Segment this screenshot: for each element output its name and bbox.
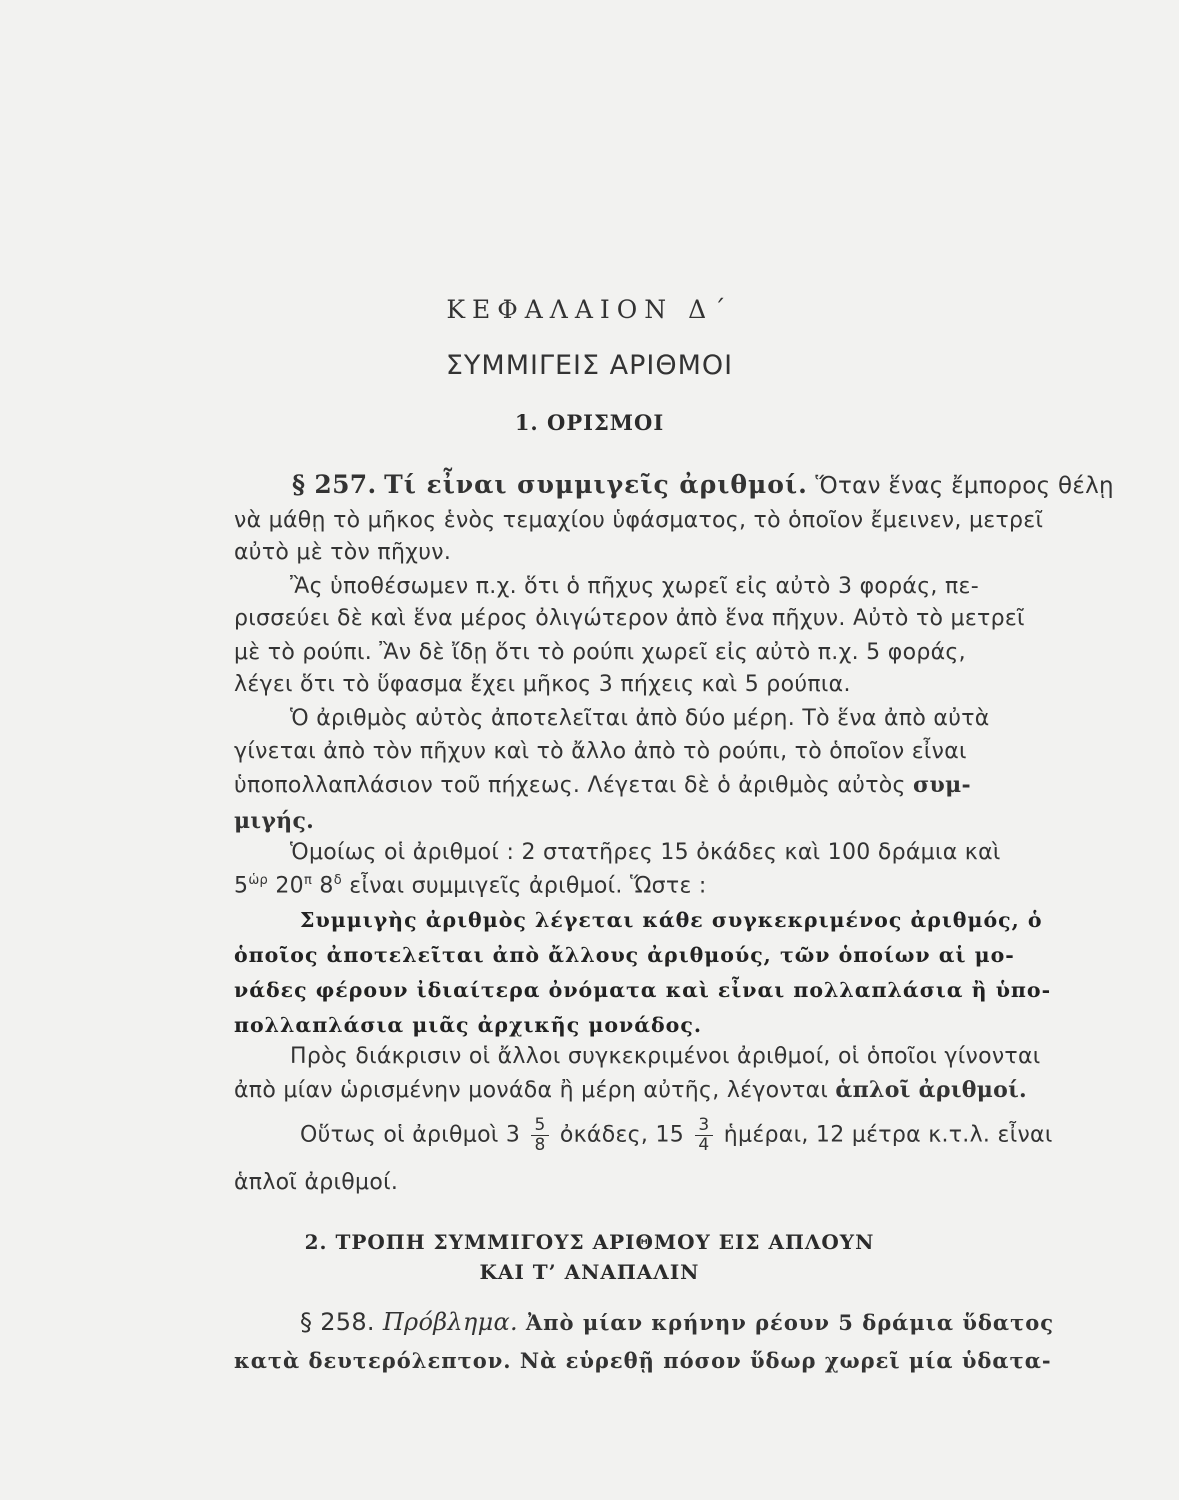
paragraph-257-line	[292, 470, 1114, 499]
text-line: Ἂς ὑποθέσωμεν π.χ. ὅτι ὁ πῆχυς χωρεῖ εἰς αὐτὸ 3 φοράς, πε-	[290, 574, 979, 599]
section-number: § 257.	[292, 470, 377, 499]
chapter-title: ΣΥΜΜΙΓΕΙΣ ΑΡΙΘΜΟΙ	[445, 350, 734, 381]
text-line	[234, 1077, 1027, 1103]
definition-line: νάδες φέρουν ἰδιαίτερα ὀνόματα καὶ εἶναι πολλαπλάσια ἢ ὑπο-	[234, 978, 1052, 1002]
section-heading-1: 1. ΟΡΙΣΜΟΙ	[514, 410, 665, 435]
fraction-numerator: 5	[531, 1116, 548, 1136]
chapter-heading: ΚΕΦΑΛΑΙΟΝ Δ΄	[446, 295, 733, 324]
text-line	[300, 1116, 1053, 1155]
definition-line: πολλαπλάσια μιᾶς ἀρχικῆς μονάδος.	[234, 1013, 702, 1037]
text-line: λέγει ὅτι τὸ ὕφασμα ἔχει μῆκος 3 πήχεις καὶ 5 ρούπια.	[234, 672, 851, 697]
unit-sup: π	[303, 873, 313, 888]
fraction	[695, 1116, 712, 1155]
section-number: § 258.	[300, 1308, 375, 1336]
text-line	[234, 873, 707, 898]
section-heading-line: ΚΑΙ Τ’ ΑΝΑΠΑΛΙΝ	[479, 1260, 700, 1284]
text-run: Ὅταν ἕνας ἔμπορος θέλῃ	[815, 473, 1114, 499]
text-line: νὰ μάθῃ τὸ μῆκος ἑνὸς τεμαχίου ὑφάσματος, τὸ ὁποῖον ἔμεινεν, μετρεῖ	[234, 508, 1044, 533]
fraction-denominator: 8	[534, 1135, 546, 1155]
text-line: Πρὸς διάκρισιν οἱ ἄλλοι συγκεκριμένοι ἀριθμοί, οἱ ὁποῖοι γίνονται	[290, 1044, 1041, 1069]
bold-term: μιγής.	[234, 808, 315, 834]
text-run: ἀπὸ μίαν ὡρισμένην μονάδα ἢ μέρη αὐτῆς, λέγονται	[234, 1078, 829, 1103]
text-line: Ὁμοίως οἱ ἀριθμοί : 2 στατῆρες 15 ὀκάδες καὶ 100 δράμια καὶ	[290, 840, 1001, 865]
problem-label: Πρόβλημα.	[382, 1308, 518, 1336]
text-run: 8	[319, 873, 334, 899]
text-line: αὐτὸ μὲ τὸν πῆχυν.	[234, 540, 452, 565]
bold-term: συμ-	[913, 772, 971, 798]
text-line: ἁπλοῖ ἀριθμοί.	[234, 1170, 399, 1195]
text-run: 5	[234, 873, 249, 899]
text-line	[234, 772, 971, 798]
section-heading-2	[0, 1227, 1179, 1287]
unit-sup: ὡρ	[248, 873, 269, 888]
unit-sup: δ	[333, 873, 342, 888]
paragraph-258-line	[300, 1308, 1054, 1336]
definition-line: ὁποῖος ἀποτελεῖται ἀπὸ ἄλλους ἀριθμούς, τῶν ὁποίων αἱ μο-	[234, 943, 1015, 967]
text-line: κατὰ δευτερόλεπτον. Νὰ εὑρεθῇ πόσον ὕδωρ χωρεῖ μία ὑδατα-	[234, 1348, 1052, 1373]
text-line: ρισσεύει δὲ καὶ ἕνα μέρος ὀλιγώτερον ἀπὸ ἕνα πῆχυν. Αὐτὸ τὸ μετρεῖ	[234, 606, 1025, 631]
text-run: ὑποπολλαπλάσιον τοῦ πήχεως. Λέγεται δὲ ὁ ἀριθμὸς αὐτὸς	[234, 773, 906, 798]
text-line: Ὁ ἀριθμὸς αὐτὸς ἀποτελεῖται ἀπὸ δύο μέρη. Τὸ ἕνα ἀπὸ αὐτὰ	[290, 706, 990, 731]
text-run: εἶναι συμμιγεῖς ἀριθμοί. Ὥστε :	[349, 873, 707, 899]
definition-line: Συμμιγὴς ἀριθμὸς λέγεται κάθε συγκεκριμένος ἀριθμός, ὁ	[300, 908, 1043, 932]
text-line: μὲ τὸ ρούπι. Ἂν δὲ ἴδῃ ὅτι τὸ ρούπι χωρεῖ εἰς αὐτὸ π.χ. 5 φοράς,	[234, 640, 966, 665]
text-run: ἡμέραι, 12 μέτρα κ.τ.λ. εἶναι	[723, 1122, 1053, 1148]
section-title: Τί εἶναι συμμιγεῖς ἀριθμοί.	[384, 470, 808, 499]
fraction-denominator: 4	[698, 1135, 710, 1155]
section-heading-line: 2. ΤΡΟΠΗ ΣΥΜΜΙΓΟΥΣ ΑΡΙΘΜΟΥ ΕΙΣ ΑΠΛΟΥΝ	[304, 1230, 875, 1254]
text-run: ὀκάδες, 15	[559, 1122, 685, 1148]
text-run: 20	[275, 873, 304, 899]
text-run: Ἀπὸ μίαν κρήνην ρέουν 5 δράμια ὕδατος	[525, 1310, 1055, 1335]
fraction-numerator: 3	[695, 1116, 712, 1136]
text-line: γίνεται ἀπὸ τὸν πῆχυν καὶ τὸ ἄλλο ἀπὸ τὸ ρούπι, τὸ ὁποῖον εἶναι	[234, 739, 967, 764]
fraction	[531, 1116, 548, 1155]
text-run: Οὕτως οἱ ἀριθμοὶ 3	[300, 1122, 521, 1148]
bold-term: ἁπλοῖ ἀριθμοί.	[835, 1077, 1028, 1103]
